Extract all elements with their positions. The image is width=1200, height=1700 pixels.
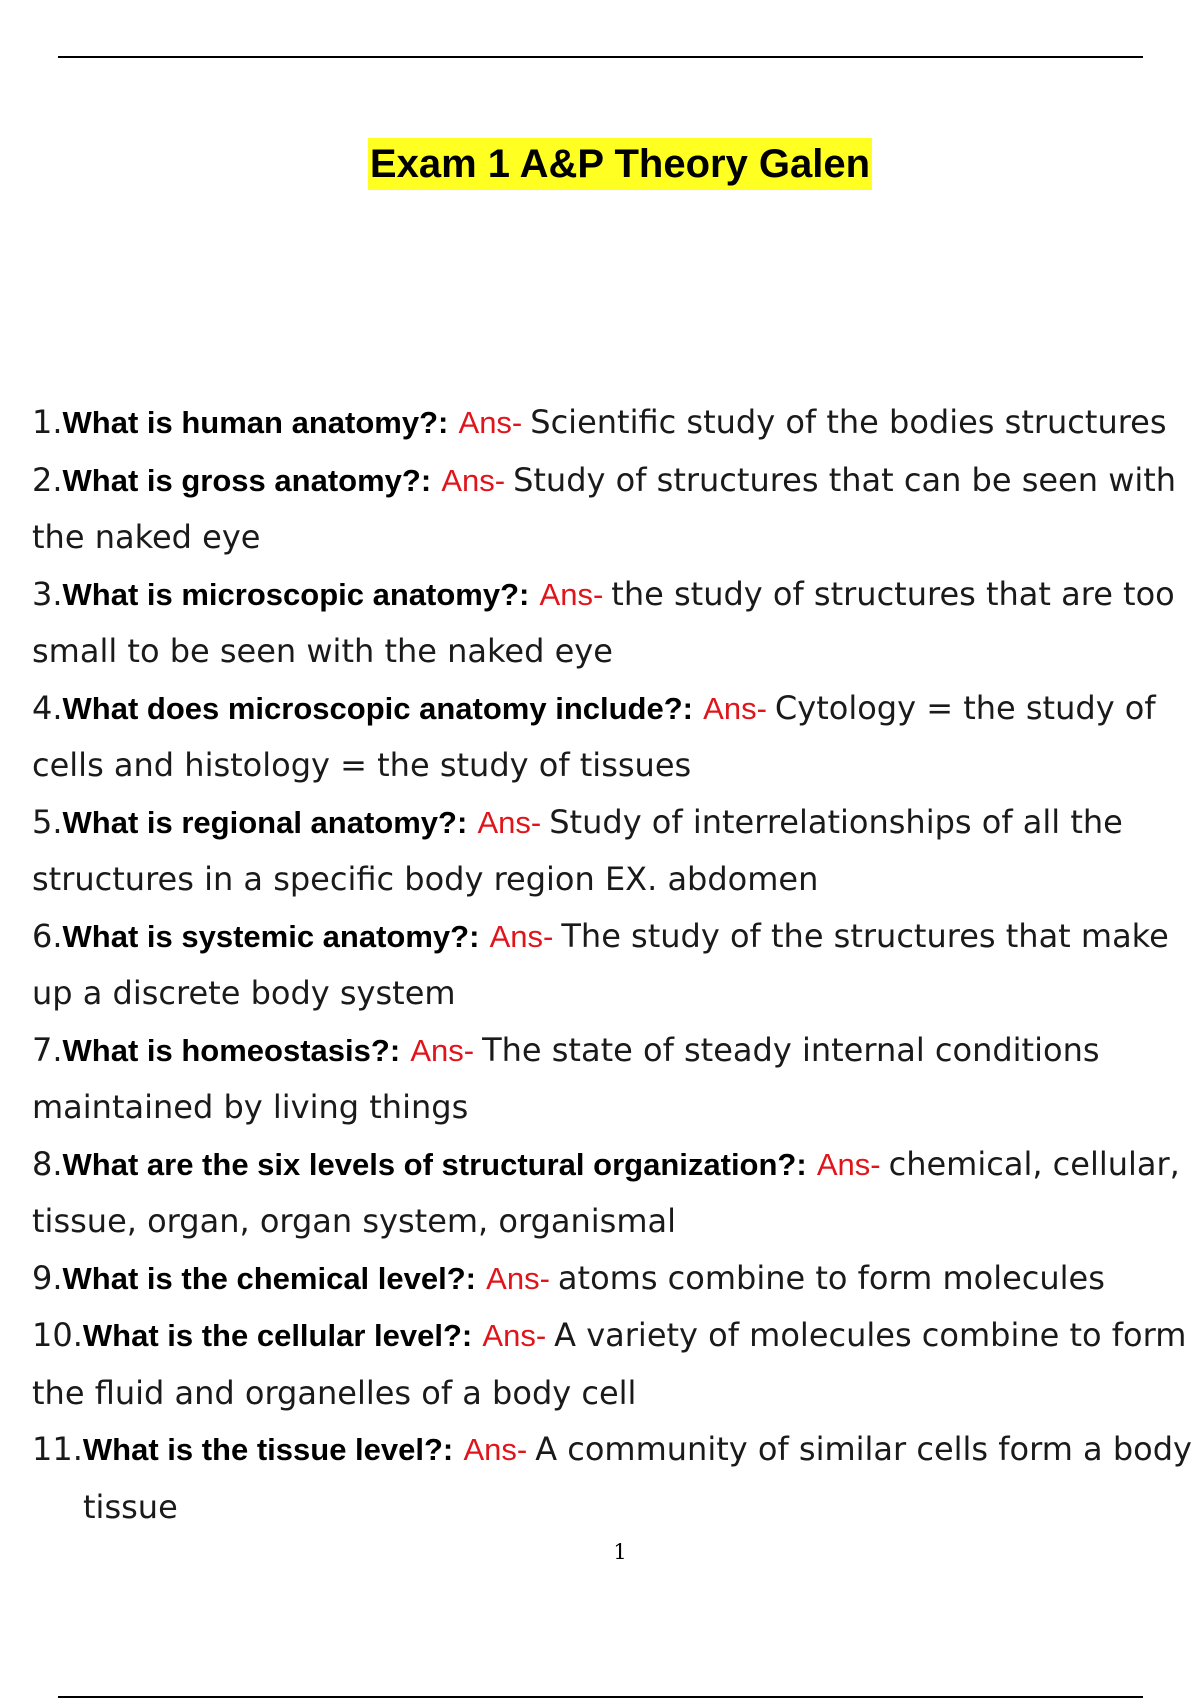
answer-marker: Ans-	[482, 1318, 547, 1353]
question: What is the cellular level?:	[82, 1318, 473, 1353]
item-number: 1.	[32, 403, 63, 441]
item-number: 5.	[32, 802, 63, 841]
question: What does microscopic anatomy include?:	[62, 690, 693, 726]
answer: chemical, cellular, tissue, organ, organ system, organismal	[32, 1144, 1180, 1240]
qa-item-10	[32, 1307, 1200, 1421]
item-number: 3.	[32, 574, 63, 613]
qa-item-3	[32, 566, 1200, 680]
answer: Cytology = the study of cells and histology = the study of tissues	[32, 688, 1156, 784]
answer-marker: Ans-	[410, 1032, 475, 1068]
answer-marker: Ans-	[486, 1260, 550, 1296]
question: What is gross anatomy?:	[62, 462, 432, 498]
question: What is homeostasis?:	[62, 1032, 401, 1068]
answer: The state of steady internal conditions maintained by living things	[32, 1030, 1100, 1126]
answer-marker: Ans-	[539, 576, 604, 612]
item-number: 6.	[32, 916, 63, 955]
question: What is regional anatomy?:	[62, 804, 468, 840]
item-number: 11.	[32, 1430, 83, 1468]
qa-item-7	[32, 1022, 1200, 1136]
qa-item-8	[32, 1136, 1200, 1250]
qa-item-6	[32, 908, 1200, 1022]
item-number: 8.	[32, 1144, 63, 1183]
item-number: 10.	[32, 1316, 83, 1354]
question: What is the tissue level?:	[82, 1432, 454, 1467]
answer-marker: Ans-	[703, 690, 767, 726]
item-number: 9.	[32, 1258, 63, 1297]
answer-marker: Ans-	[489, 918, 554, 954]
qa-item-9	[32, 1250, 1200, 1308]
question: What are the six levels of structural organization?:	[62, 1146, 807, 1182]
answer: Study of structures that can be seen with the naked eye	[32, 460, 1177, 556]
answer: atoms combine to form molecules	[557, 1258, 1105, 1297]
answer: The study of the structures that make up a discrete body system	[32, 916, 1169, 1012]
question: What is microscopic anatomy?:	[62, 576, 530, 612]
qa-item-2	[32, 452, 1200, 566]
answer-marker: Ans-	[477, 804, 542, 840]
answer-continuation: tissue	[83, 1487, 178, 1526]
item-number: 4.	[32, 688, 63, 727]
item-number: 7.	[32, 1030, 63, 1069]
answer-marker: Ans-	[463, 1432, 528, 1467]
qa-item-1	[32, 394, 1200, 452]
answer-marker: Ans-	[816, 1146, 881, 1182]
qa-item-11	[32, 1421, 1200, 1535]
top-rule	[58, 56, 1143, 58]
qa-list	[32, 394, 1200, 1535]
item-number: 2.	[32, 460, 63, 499]
answer-marker: Ans-	[458, 405, 523, 440]
qa-item-4	[32, 680, 1200, 794]
answer: A community of similar cells form a body	[535, 1430, 1192, 1468]
question: What is human anatomy?:	[62, 405, 449, 440]
page-number: 1	[613, 1540, 627, 1564]
document-title: Exam 1 A&P Theory Galen	[368, 138, 872, 190]
answer: the study of structures that are too small to be seen with the naked eye	[32, 574, 1175, 670]
qa-item-5	[32, 794, 1200, 908]
answer-marker: Ans-	[441, 462, 506, 498]
answer: Study of interrelationships of all the structures in a specific body region EX. abdomen	[32, 802, 1123, 898]
title-container	[0, 138, 1200, 190]
bottom-rule	[58, 1696, 1143, 1698]
answer: A variety of molecules combine to form the fluid and organelles of a body cell	[32, 1316, 1187, 1412]
answer: Scientific study of the bodies structures	[530, 403, 1167, 441]
question: What is systemic anatomy?:	[62, 918, 480, 954]
question: What is the chemical level?:	[62, 1260, 476, 1296]
